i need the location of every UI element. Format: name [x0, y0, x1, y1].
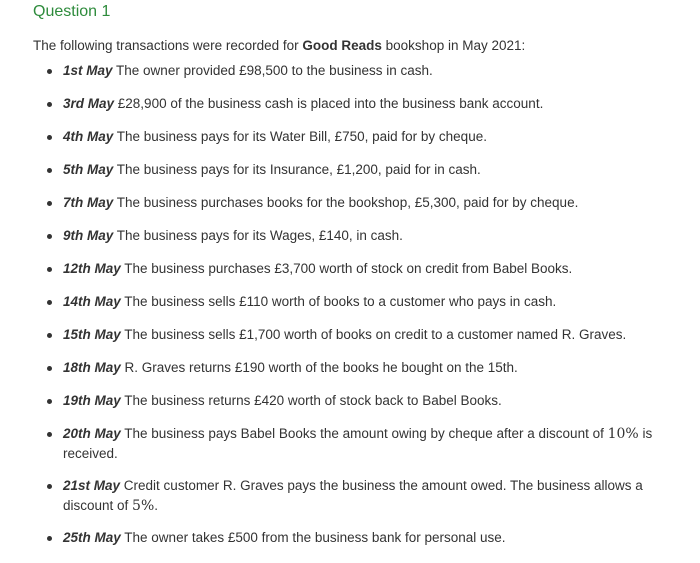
transaction-text: The business sells £1,700 worth of books on credit to a customer named R. Graves. — [120, 327, 627, 342]
transaction-date: 19th May — [63, 393, 121, 408]
transaction-item — [0, 528, 700, 548]
transaction-item — [0, 325, 700, 345]
transaction-list — [0, 61, 700, 561]
bullet-icon — [47, 432, 52, 437]
transaction-text: Credit customer R. Graves pays the business the amount owed. The business allows a discount of — [63, 478, 643, 513]
bullet-icon — [47, 536, 52, 541]
transaction-date: 25th May — [63, 530, 121, 545]
transaction-date: 3rd May — [63, 96, 115, 111]
transaction-date: 20th May — [63, 426, 121, 441]
transaction-item — [0, 391, 700, 411]
transaction-date: 1st May — [63, 63, 113, 78]
intro-text-after: bookshop in May 2021: — [381, 38, 526, 53]
transaction-text: The business pays Babel Books the amount owing by cheque after a discount of — [120, 426, 608, 441]
discount-percent: 5% — [132, 498, 155, 514]
transaction-text-tail: . — [154, 498, 159, 513]
bullet-icon — [47, 69, 52, 74]
bullet-icon — [47, 135, 52, 140]
transaction-item — [0, 193, 700, 213]
transaction-date: 21st May — [63, 478, 121, 493]
transaction-date: 18th May — [63, 360, 121, 375]
transaction-text: The business pays for its Wages, £140, in cash. — [113, 228, 403, 243]
transaction-date: 14th May — [63, 294, 121, 309]
transaction-item — [0, 226, 700, 246]
transaction-date: 4th May — [63, 129, 114, 144]
transaction-text: The business pays for its Insurance, £1,200, paid for in cash. — [113, 162, 481, 177]
transaction-item — [0, 292, 700, 312]
transaction-text: The owner provided £98,500 to the business in cash. — [112, 63, 433, 78]
question-title: Question 1 — [33, 3, 111, 20]
transaction-item — [0, 160, 700, 180]
transaction-item — [0, 127, 700, 147]
bullet-icon — [47, 366, 52, 371]
transaction-text: The business purchases £3,700 worth of stock on credit from Babel Books. — [120, 261, 573, 276]
bullet-icon — [47, 168, 52, 173]
bullet-icon — [47, 267, 52, 272]
transaction-text: £28,900 of the business cash is placed into the business bank account. — [114, 96, 544, 111]
transaction-text: The business sells £110 worth of books to a customer who pays in cash. — [120, 294, 557, 309]
transaction-date: 12th May — [63, 261, 121, 276]
bullet-icon — [47, 399, 52, 404]
transaction-date: 5th May — [63, 162, 114, 177]
transaction-item — [0, 259, 700, 279]
bullet-icon — [47, 102, 52, 107]
bullet-icon — [47, 234, 52, 239]
transaction-text-tail: is received. — [63, 426, 653, 461]
transaction-text: The business purchases books for the bookshop, £5,300, paid for by cheque. — [113, 195, 579, 210]
bullet-icon — [47, 300, 52, 305]
transaction-item — [0, 94, 700, 114]
transaction-item — [0, 424, 700, 464]
transaction-date: 15th May — [63, 327, 121, 342]
discount-percent: 10% — [607, 426, 639, 442]
transaction-item — [0, 358, 700, 378]
transaction-item — [0, 476, 700, 516]
transaction-text: The business pays for its Water Bill, £750, paid for by cheque. — [113, 129, 487, 144]
bullet-icon — [47, 484, 52, 489]
bullet-icon — [47, 201, 52, 206]
transaction-date: 9th May — [63, 228, 114, 243]
intro-text-before: The following transactions were recorded for — [33, 38, 303, 53]
transaction-item — [0, 61, 700, 81]
transaction-text: The business returns £420 worth of stock back to Babel Books. — [120, 393, 502, 408]
transaction-text: The owner takes £500 from the business bank for personal use. — [120, 530, 506, 545]
transaction-date: 7th May — [63, 195, 114, 210]
question-intro — [33, 38, 525, 53]
business-name: Good Reads — [302, 38, 382, 53]
bullet-icon — [47, 333, 52, 338]
transaction-text: R. Graves returns £190 worth of the books he bought on the 15th. — [120, 360, 518, 375]
